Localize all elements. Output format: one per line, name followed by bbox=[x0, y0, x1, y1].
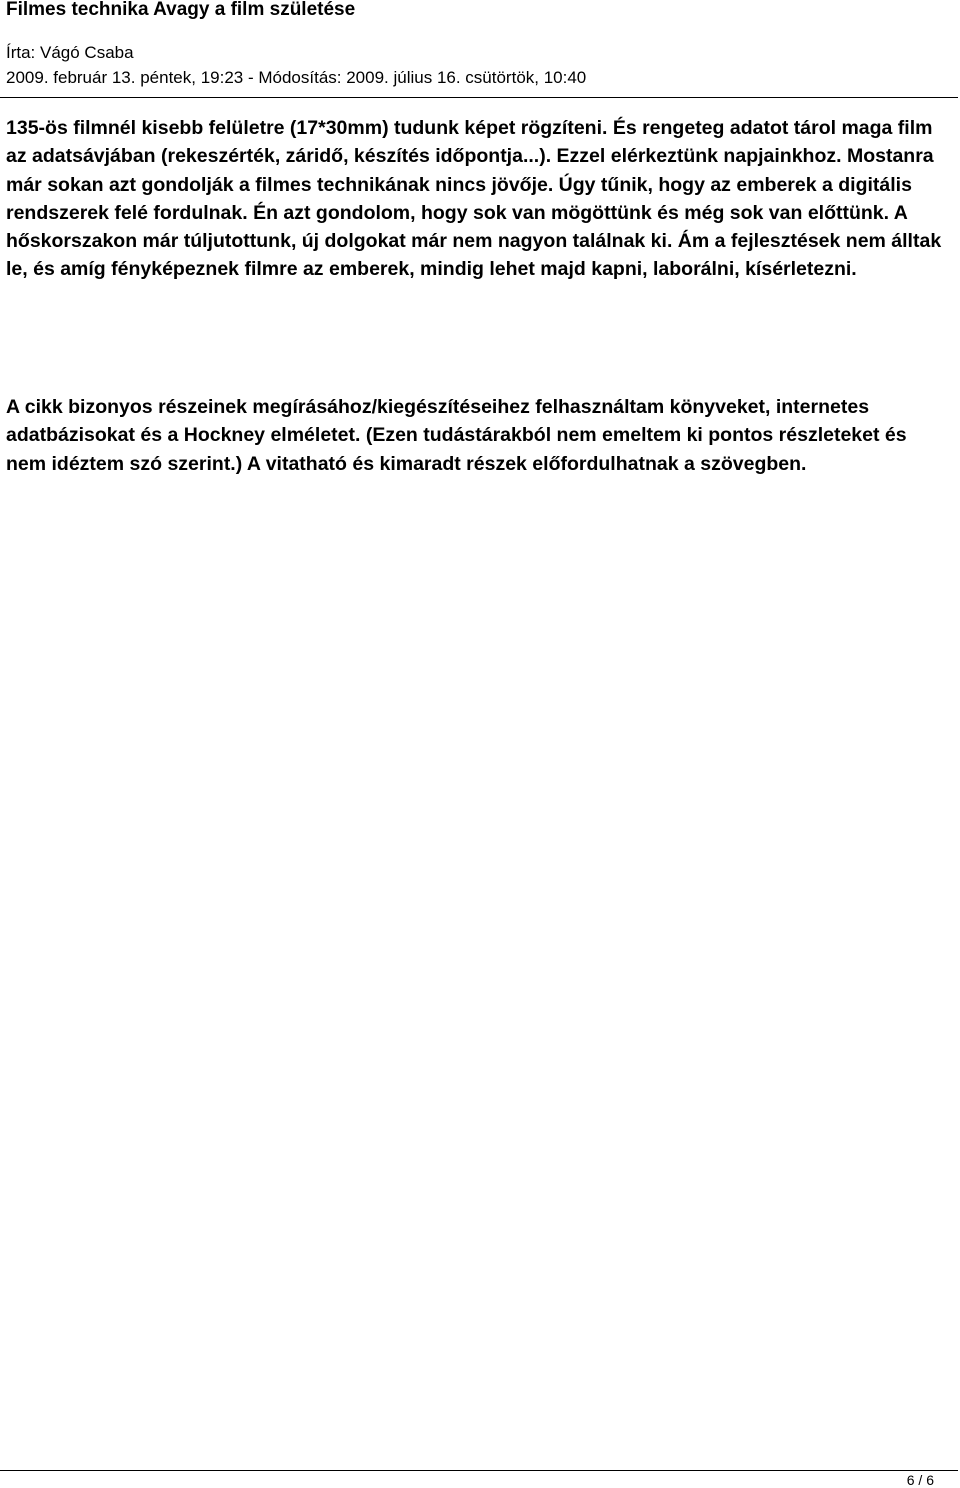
footer-divider bbox=[0, 1470, 958, 1471]
page-number: 6 / 6 bbox=[906, 1472, 934, 1488]
body-paragraph-1: 135-ös filmnél kisebb felületre (17*30mm) tudunk képet rögzíteni. És rengeteg adatot tárol maga film az adatsávjában (rekeszérték, záridő, készítés időpontja...). Ezzel elérkeztünk napjainkhoz. Mostanra már sokan azt gondolják a filmes technikának nincs jövője. Úgy tűnik, hogy az emberek a digitális rendszerek felé fordulnak. Én azt gondolom, hogy sok van mögöttünk és még sok van előttünk. A hőskorszakon már túljutottunk, új dolgokat már nem nagyon találnak ki. Ám a fejlesztések nem álltak le, és amíg fényképeznek filmre az emberek, mindig lehet majd kapni, laborálni, kísérletezni. bbox=[6, 117, 942, 281]
article-author: Írta: Vágó Csaba bbox=[6, 43, 134, 62]
article-dates: 2009. február 13. péntek, 19:23 - Módosítás: 2009. július 16. csütörtök, 10:40 bbox=[6, 68, 587, 87]
header-divider bbox=[0, 97, 958, 98]
article-title: Filmes technika Avagy a film születése bbox=[6, 0, 356, 20]
body-paragraph-2: A cikk bizonyos részeinek megírásához/kiegészítéseihez felhasználtam könyveket, internetes adatbázisokat és a Hockney elméletet. (Ezen tudástárakból nem emeltem ki pontos részleteket és nem idéztem szó szerint.) A vitatható és kimaradt részek előfordulhatnak a szövegben. bbox=[6, 396, 907, 475]
